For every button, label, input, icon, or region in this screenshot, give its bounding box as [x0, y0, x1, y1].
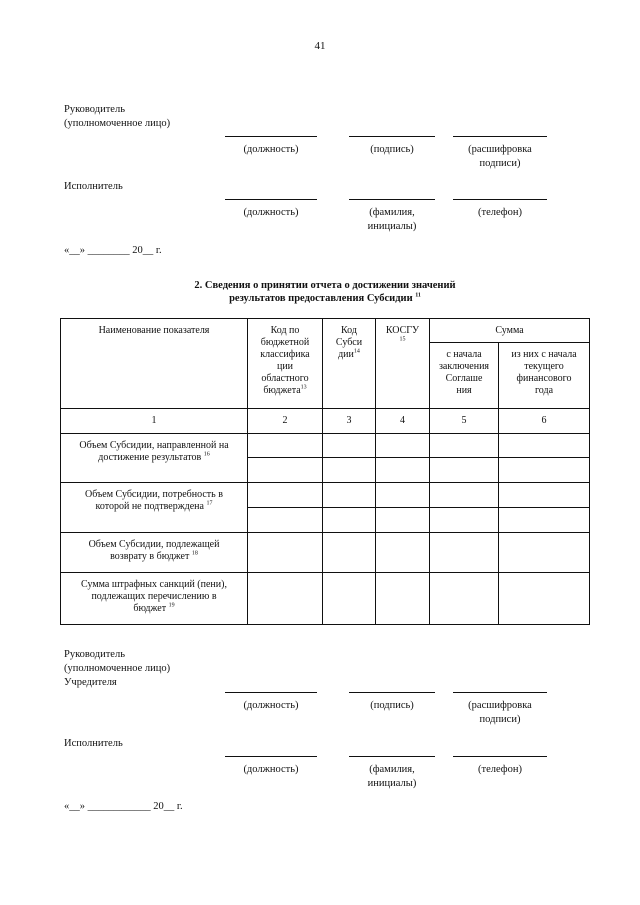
- header-row-1: [61, 319, 590, 343]
- executor-phone-caption: (телефон): [478, 207, 522, 218]
- founder-executor-name-caption-line1: (фамилия,: [369, 764, 415, 775]
- data-cell[interactable]: [323, 483, 376, 508]
- data-cell[interactable]: [430, 458, 499, 483]
- decoding-caption-line1: (расшифровка: [468, 144, 532, 155]
- data-cell[interactable]: [376, 458, 430, 483]
- column-number: 5: [430, 409, 499, 434]
- founder-head-label-line2: (уполномоченное лицо): [64, 663, 171, 674]
- row-label-penalties: Сумма штрафных санкций (пени), подлежащих перечислению в бюджет $^{19}$: [61, 573, 248, 625]
- column-number: 1: [61, 409, 248, 434]
- header-since-start: с начала заключения Соглаше ния: [430, 343, 499, 409]
- data-cell[interactable]: [376, 483, 430, 508]
- founder-executor-position-caption: (должность): [243, 764, 299, 775]
- column-number: 6: [499, 409, 590, 434]
- section-title-line1: 2. Сведения о принятии отчета о достижении значений: [194, 280, 456, 291]
- founder-executor-phone-line[interactable]: [453, 756, 547, 757]
- section-title-footnote: 11: [415, 292, 421, 299]
- founder-signature-caption: (подпись): [370, 700, 414, 711]
- executor-label: Исполнитель: [64, 181, 123, 192]
- founder-executor-name-caption-line2: инициалы): [367, 778, 417, 789]
- founder-decoding-caption-line1: (расшифровка: [468, 700, 532, 711]
- founder-executor-phone-caption: (телефон): [478, 764, 522, 775]
- data-cell[interactable]: [323, 573, 376, 625]
- head-label-line2: (уполномоченное лицо): [64, 118, 171, 129]
- founder-position-caption: (должность): [243, 700, 299, 711]
- executor-phone-line[interactable]: [453, 199, 547, 200]
- founder-head-label-line1: Руководитель: [64, 649, 125, 660]
- table-row: [61, 434, 590, 458]
- data-cell[interactable]: [323, 533, 376, 573]
- table-row: [61, 483, 590, 508]
- section-title-line2: результатов предоставления Субсидии $^{11}$: [229, 292, 421, 304]
- column-number: 4: [376, 409, 430, 434]
- table-row: [61, 573, 590, 625]
- data-cell[interactable]: [248, 434, 323, 458]
- executor-position-line[interactable]: [225, 199, 317, 200]
- date-field[interactable]: «__» ________ 20__ г.: [64, 245, 162, 256]
- founder-executor-name-line[interactable]: [349, 756, 435, 757]
- data-cell[interactable]: [430, 483, 499, 508]
- data-cell[interactable]: [376, 508, 430, 533]
- executor-name-line[interactable]: [349, 199, 435, 200]
- data-cell[interactable]: [323, 458, 376, 483]
- row-label-return: Объем Субсидии, подлежащей возврату в бюджет $^{18}$: [61, 533, 248, 573]
- data-cell[interactable]: [499, 533, 590, 573]
- decoding-caption-line2: подписи): [479, 158, 521, 169]
- founder-signature-line[interactable]: [349, 692, 435, 693]
- data-cell[interactable]: [430, 508, 499, 533]
- founder-decoding-caption-line2: подписи): [479, 714, 521, 725]
- page-number: 41: [314, 40, 326, 52]
- header-subsidy-code: Код Субси дии$^{14}$: [323, 319, 376, 409]
- founder-position-line[interactable]: [225, 692, 317, 693]
- column-number: 3: [323, 409, 376, 434]
- position-signature-line[interactable]: [225, 136, 317, 137]
- position-caption: (должность): [243, 144, 299, 155]
- executor-position-caption: (должность): [243, 207, 299, 218]
- report-table: [60, 318, 590, 625]
- signature-caption: (подпись): [370, 144, 414, 155]
- data-cell[interactable]: [499, 573, 590, 625]
- header-indicator: Наименование показателя: [61, 319, 248, 409]
- table-row: [61, 533, 590, 573]
- founder-executor-label: Исполнитель: [64, 738, 123, 749]
- decoding-signature-line[interactable]: [453, 136, 547, 137]
- executor-name-caption-line2: инициалы): [367, 221, 417, 232]
- head-label-line1: Руководитель: [64, 104, 125, 115]
- data-cell[interactable]: [430, 573, 499, 625]
- row-label-unconfirmed: Объем Субсидии, потребность в которой не подтверждена $^{17}$: [61, 483, 248, 533]
- data-cell[interactable]: [376, 434, 430, 458]
- data-cell[interactable]: [499, 483, 590, 508]
- column-number-row: [61, 409, 590, 434]
- row-label-directed: Объем Субсидии, направленной на достижение результатов $^{16}$: [61, 434, 248, 483]
- founder-decoding-line[interactable]: [453, 692, 547, 693]
- header-sum: Сумма: [430, 319, 590, 343]
- data-cell[interactable]: [499, 508, 590, 533]
- founder-executor-position-line[interactable]: [225, 756, 317, 757]
- data-cell[interactable]: [248, 508, 323, 533]
- data-cell[interactable]: [248, 573, 323, 625]
- header-since-year: из них с начала текущего финансового года: [499, 343, 590, 409]
- data-cell[interactable]: [376, 573, 430, 625]
- data-cell[interactable]: [499, 434, 590, 458]
- subsidy-code-footnote: 14: [353, 348, 360, 355]
- data-cell[interactable]: [499, 458, 590, 483]
- section-title: [100, 279, 550, 305]
- column-number: 2: [248, 409, 323, 434]
- executor-name-caption-line1: (фамилия,: [369, 207, 415, 218]
- header-kosgu: КОСГУ $^{15}$: [376, 319, 430, 409]
- data-cell[interactable]: [430, 434, 499, 458]
- data-cell[interactable]: [323, 434, 376, 458]
- founder-date-field[interactable]: «__» ____________ 20__ г.: [64, 801, 183, 812]
- data-cell[interactable]: [248, 483, 323, 508]
- data-cell[interactable]: [248, 458, 323, 483]
- founder-head-label-line3: Учредителя: [64, 677, 117, 688]
- kosgu-footnote: 15: [399, 336, 406, 343]
- data-cell[interactable]: [248, 533, 323, 573]
- data-cell[interactable]: [376, 533, 430, 573]
- signature-line[interactable]: [349, 136, 435, 137]
- data-cell[interactable]: [323, 508, 376, 533]
- data-cell[interactable]: [430, 533, 499, 573]
- budget-code-footnote: 13: [300, 384, 307, 391]
- header-budget-code: Код по бюджетной классифика ции областного бюджета$^{13}$: [248, 319, 323, 409]
